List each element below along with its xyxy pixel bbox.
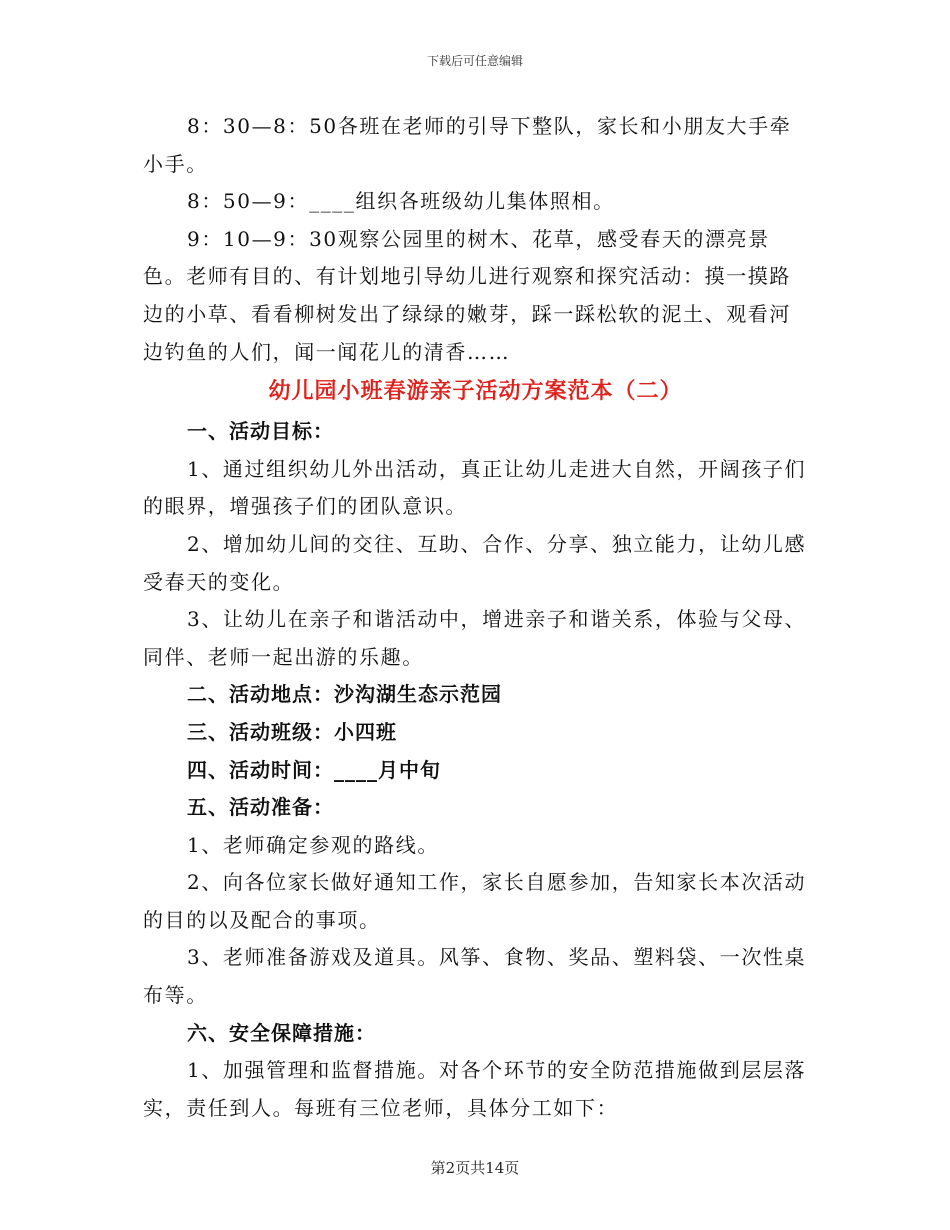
goal-item: 1、通过组织幼儿外出活动，真正让幼儿走进大自然，开阔孩子们的眼界，增强孩子们的团队意识。	[143, 456, 807, 519]
paragraph: 9：10—9：30观察公园里的树木、花草，感受春天的漂亮景色。老师有目的、有计划地引导幼儿进行观察和探究活动：摸一摸路边的小草、看看柳树发出了绿绿的嫩芽，踩一踩松软的泥土、观看河边钓鱼的人们，闻一闻花儿的清香……	[143, 226, 791, 364]
heading-location: 二、活动地点：沙沟湖生态示范园	[187, 682, 502, 707]
heading-time: 四、活动时间：____月中旬	[187, 757, 441, 782]
page-number: 第2页共14页	[430, 1159, 520, 1177]
prep-item: 2、向各位家长做好通知工作，家长自愿参加，告知家长本次活动的目的以及配合的事项。	[143, 870, 807, 932]
heading-safety: 六、安全保障措施：	[187, 1020, 376, 1045]
prep-item: 3、老师准备游戏及道具。风筝、食物、奖品、塑料袋、一次性桌布等。	[143, 945, 807, 1008]
header-note: 下载后可任意编辑	[426, 54, 523, 68]
heading-class: 三、活动班级：小四班	[187, 719, 397, 744]
prep-item: 1、老师确定参观的路线。	[187, 832, 439, 857]
paragraph: 8：30—8：50各班在老师的引导下整队，家长和小朋友大手牵小手。	[143, 114, 792, 176]
heading-goals: 一、活动目标：	[187, 419, 334, 444]
goal-item: 3、让幼儿在亲子和谐活动中，增进亲子和谐关系，体验与父母、同伴、老师一起出游的乐趣。	[143, 607, 807, 669]
goal-item: 2、增加幼儿间的交往、互助、合作、分享、独立能力，让幼儿感受春天的变化。	[143, 531, 807, 594]
safety-item: 1、加强管理和监督措施。对各个环节的安全防范措施做到层层落实，责任到人。每班有三位老师，具体分工如下：	[143, 1058, 807, 1120]
section-title: 幼儿园小班春游亲子活动方案范本（二）	[268, 379, 683, 405]
paragraph: 8：50—9：____组织各班级幼儿集体照相。	[187, 189, 615, 214]
heading-preparation: 五、活动准备：	[187, 795, 334, 820]
document-body	[143, 108, 808, 1127]
